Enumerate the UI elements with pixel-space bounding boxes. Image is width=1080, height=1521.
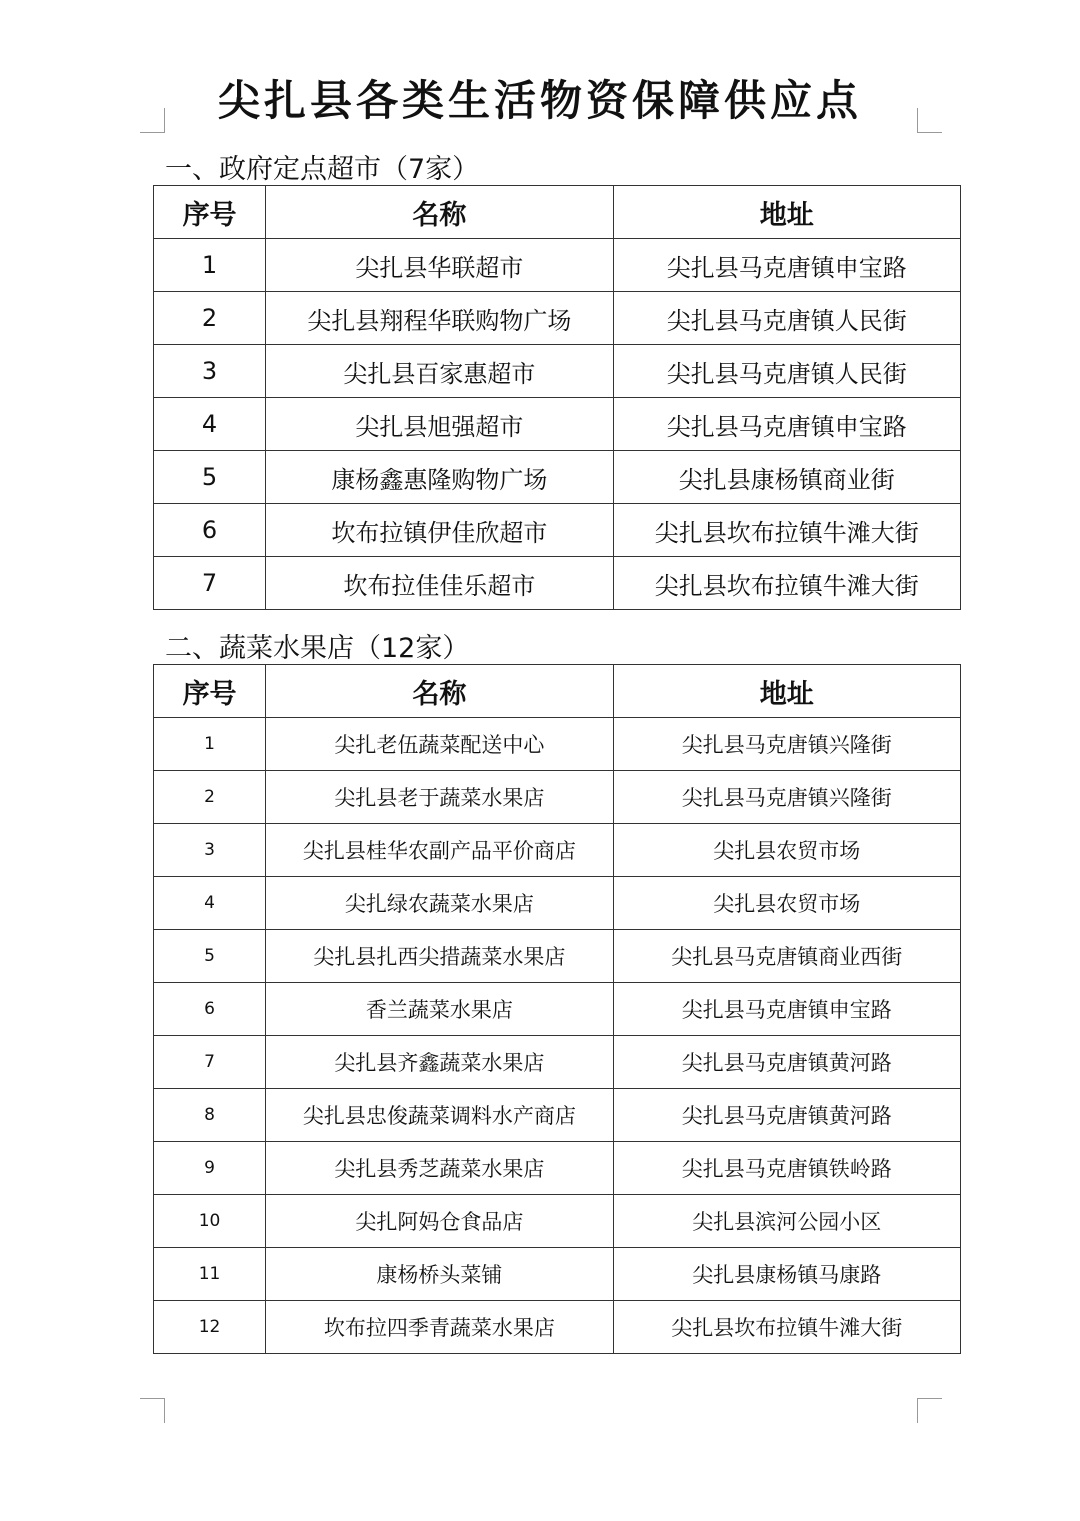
column-header-index: 序号 — [154, 665, 266, 718]
cell-address: 尖扎县马克唐镇人民街 — [613, 292, 960, 345]
cell-address: 尖扎县坎布拉镇牛滩大街 — [613, 504, 960, 557]
cell-index: 12 — [154, 1301, 266, 1354]
cell-address: 尖扎县马克唐镇黄河路 — [613, 1089, 960, 1142]
cell-name: 坎布拉镇伊佳欣超市 — [266, 504, 613, 557]
cell-name: 尖扎县旭强超市 — [266, 398, 613, 451]
table-row — [154, 1301, 961, 1354]
cell-index: 6 — [154, 504, 266, 557]
cell-name: 尖扎县齐鑫蔬菜水果店 — [266, 1036, 613, 1089]
cell-name: 尖扎县秀芝蔬菜水果店 — [266, 1142, 613, 1195]
column-header-address: 地址 — [613, 665, 960, 718]
supermarket-table-body — [154, 239, 961, 610]
table-row — [154, 451, 961, 504]
cell-address: 尖扎县马克唐镇兴隆街 — [613, 771, 960, 824]
table-row — [154, 1248, 961, 1301]
cell-name: 康杨鑫惠隆购物广场 — [266, 451, 613, 504]
table-row — [154, 239, 961, 292]
table-header-row — [154, 665, 961, 718]
table-row — [154, 557, 961, 610]
cell-index: 5 — [154, 451, 266, 504]
produce-shop-table-body — [154, 718, 961, 1354]
table-row — [154, 1142, 961, 1195]
cell-index: 1 — [154, 239, 266, 292]
cell-name: 尖扎县忠俊蔬菜调料水产商店 — [266, 1089, 613, 1142]
cell-index: 6 — [154, 983, 266, 1036]
crop-mark-bottom-right — [917, 1398, 942, 1423]
table-row — [154, 718, 961, 771]
cell-index: 4 — [154, 398, 266, 451]
cell-address: 尖扎县康杨镇马康路 — [613, 1248, 960, 1301]
table-row — [154, 824, 961, 877]
column-header-name: 名称 — [266, 186, 613, 239]
cell-name: 尖扎县华联超市 — [266, 239, 613, 292]
table-row — [154, 345, 961, 398]
cell-address: 尖扎县坎布拉镇牛滩大街 — [613, 557, 960, 610]
cell-name: 尖扎老伍蔬菜配送中心 — [266, 718, 613, 771]
cell-address: 尖扎县农贸市场 — [613, 877, 960, 930]
table-row — [154, 1089, 961, 1142]
cell-address: 尖扎县马克唐镇申宝路 — [613, 983, 960, 1036]
cell-index: 7 — [154, 557, 266, 610]
cell-address: 尖扎县农贸市场 — [613, 824, 960, 877]
section-heading-supermarkets: 一、政府定点超市（7家） — [165, 154, 480, 185]
supermarket-table — [153, 185, 961, 610]
section-heading-produce-shops: 二、蔬菜水果店（12家） — [165, 633, 470, 664]
table-row — [154, 398, 961, 451]
cell-index: 5 — [154, 930, 266, 983]
cell-name: 康杨桥头菜铺 — [266, 1248, 613, 1301]
cell-name: 尖扎县桂华农副产品平价商店 — [266, 824, 613, 877]
cell-index: 1 — [154, 718, 266, 771]
cell-address: 尖扎县马克唐镇申宝路 — [613, 239, 960, 292]
crop-mark-bottom-left — [140, 1398, 165, 1423]
cell-address: 尖扎县马克唐镇铁岭路 — [613, 1142, 960, 1195]
column-header-index: 序号 — [154, 186, 266, 239]
cell-index: 2 — [154, 771, 266, 824]
cell-index: 10 — [154, 1195, 266, 1248]
cell-address: 尖扎县康杨镇商业街 — [613, 451, 960, 504]
cell-name: 尖扎县老于蔬菜水果店 — [266, 771, 613, 824]
cell-index: 7 — [154, 1036, 266, 1089]
column-header-name: 名称 — [266, 665, 613, 718]
cell-address: 尖扎县马克唐镇兴隆街 — [613, 718, 960, 771]
produce-shop-table — [153, 664, 961, 1354]
cell-name: 尖扎县扎西尖措蔬菜水果店 — [266, 930, 613, 983]
cell-name: 香兰蔬菜水果店 — [266, 983, 613, 1036]
table-row — [154, 771, 961, 824]
cell-name: 尖扎阿妈仓食品店 — [266, 1195, 613, 1248]
cell-name: 尖扎县翔程华联购物广场 — [266, 292, 613, 345]
cell-index: 3 — [154, 345, 266, 398]
cell-address: 尖扎县马克唐镇商业西街 — [613, 930, 960, 983]
table-row — [154, 504, 961, 557]
cell-address: 尖扎县马克唐镇黄河路 — [613, 1036, 960, 1089]
column-header-address: 地址 — [613, 186, 960, 239]
table-row — [154, 983, 961, 1036]
cell-name: 坎布拉佳佳乐超市 — [266, 557, 613, 610]
cell-address: 尖扎县滨河公园小区 — [613, 1195, 960, 1248]
cell-address: 尖扎县坎布拉镇牛滩大街 — [613, 1301, 960, 1354]
cell-index: 2 — [154, 292, 266, 345]
table-row — [154, 877, 961, 930]
table-row — [154, 1036, 961, 1089]
cell-index: 8 — [154, 1089, 266, 1142]
page-title: 尖扎县各类生活物资保障供应点 — [217, 76, 862, 125]
cell-index: 4 — [154, 877, 266, 930]
cell-address: 尖扎县马克唐镇人民街 — [613, 345, 960, 398]
cell-index: 9 — [154, 1142, 266, 1195]
cell-name: 坎布拉四季青蔬菜水果店 — [266, 1301, 613, 1354]
cell-address: 尖扎县马克唐镇申宝路 — [613, 398, 960, 451]
cell-index: 3 — [154, 824, 266, 877]
cell-name: 尖扎县百家惠超市 — [266, 345, 613, 398]
table-row — [154, 1195, 961, 1248]
table-row — [154, 930, 961, 983]
cell-name: 尖扎绿农蔬菜水果店 — [266, 877, 613, 930]
table-header-row — [154, 186, 961, 239]
cell-index: 11 — [154, 1248, 266, 1301]
table-row — [154, 292, 961, 345]
